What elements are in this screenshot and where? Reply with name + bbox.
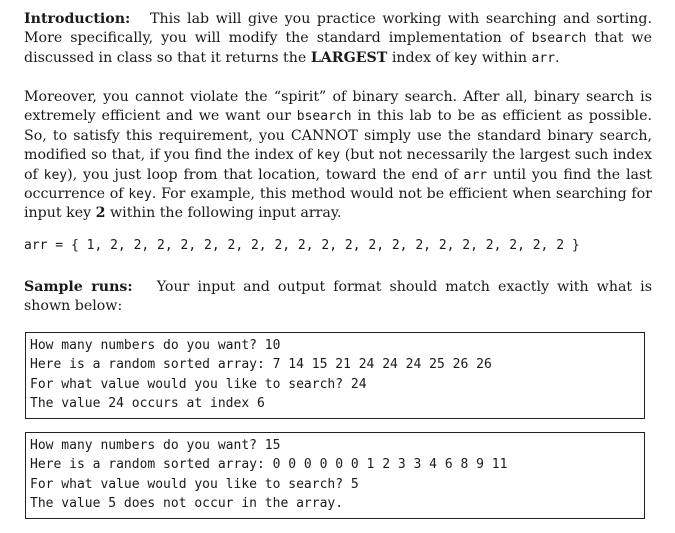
- sample-runs-paragraph: [24, 278, 652, 317]
- largest-emphasis: LARGEST: [310, 49, 388, 66]
- sample-runs-text: Your input and output format should match exactly with what is shown below:: [24, 279, 652, 315]
- efficiency-paragraph: [24, 88, 652, 224]
- code-arr-2: arr: [463, 167, 488, 183]
- code-arr: arr: [531, 50, 556, 66]
- code-key-4: key: [128, 187, 152, 203]
- moreover-text-5: until you find the last occurrence of: [24, 166, 652, 203]
- console-line: For what value would you like to search? 24: [30, 376, 367, 392]
- moreover-text-2: in this lab to be as efficient as possible. So, to satisfy this requirement, you CANNOT simply use the standard binary search, modified so that, if you find the index of: [24, 108, 652, 164]
- moreover-text-7: within the following input array.: [110, 205, 342, 222]
- code-bsearch-2: bsearch: [296, 109, 352, 125]
- key-value-bold: 2: [95, 205, 106, 222]
- intro-text-1: This lab will give you practice working with searching and sorting. More specifically, you will modify the standard implementation of: [24, 11, 653, 47]
- code-key-2: key: [316, 148, 341, 164]
- console-line: How many numbers do you want? 10: [30, 338, 281, 353]
- console-line: The value 5 does not occur in the array.: [30, 495, 344, 511]
- console-line: For what value would you like to search? 5: [30, 476, 359, 492]
- intro-text-5: .: [555, 49, 560, 66]
- moreover-text-4: ), you just loop from that location, toward the end of: [67, 166, 458, 183]
- console-line: The value 24 occurs at index 6: [30, 395, 265, 411]
- console-line: Here is a random sorted array: 7 14 15 21 24 24 24 25 26 26: [30, 357, 492, 373]
- intro-text-2: that we discussed in class so that it returns the: [24, 30, 652, 66]
- intro-text-4: within: [481, 49, 528, 66]
- introduction-paragraph: [24, 10, 652, 68]
- sample-runs-heading: Sample runs:: [24, 279, 133, 295]
- example-array-code: arr = { 1, 2, 2, 2, 2, 2, 2, 2, 2, 2, 2, 2, 2, 2, 2, 2, 2, 2, 2, 2, 2 }: [24, 238, 580, 253]
- moreover-text-1: Moreover, you cannot violate the “spirit” of binary search. After all, binary search is extremely efficient and we want our: [24, 89, 652, 125]
- console-line: Here is a random sorted array: 0 0 0 0 0 0 1 2 3 3 4 6 8 9 11: [30, 457, 508, 473]
- sample-run-box-1: [25, 332, 645, 419]
- console-line: How many numbers do you want? 15: [30, 438, 281, 453]
- intro-text-3: index of: [391, 49, 450, 66]
- introduction-heading: Introduction:: [24, 11, 131, 27]
- sample-run-box-2: [25, 432, 645, 519]
- moreover-text-6: . For example, this method would not be efficient when searching for input key: [24, 186, 652, 222]
- moreover-text-3: (but not necessarily the largest such index of: [24, 147, 653, 183]
- code-key-3: key: [43, 167, 68, 183]
- code-bsearch: bsearch: [531, 31, 587, 47]
- code-key: key: [453, 50, 478, 66]
